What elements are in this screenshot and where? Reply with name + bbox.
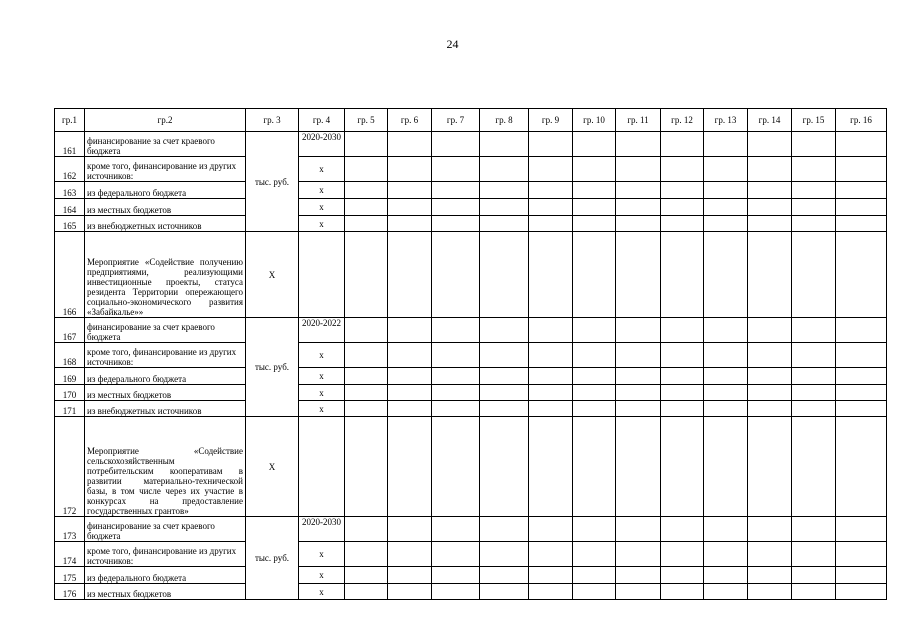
data-cell — [704, 542, 748, 567]
data-cell — [836, 318, 887, 343]
data-cell — [704, 385, 748, 401]
data-cell — [388, 401, 432, 417]
data-cell — [836, 517, 887, 542]
data-cell — [345, 343, 388, 368]
row-number-cell: 164 — [55, 199, 85, 216]
data-cell — [661, 517, 704, 542]
data-cell — [616, 232, 661, 318]
data-cell — [432, 318, 480, 343]
row-number-cell: 176 — [55, 584, 85, 600]
data-cell — [792, 157, 836, 182]
data-cell — [388, 157, 432, 182]
data-cell — [573, 199, 616, 216]
row-number-cell: 166 — [55, 232, 85, 318]
data-cell — [836, 542, 887, 567]
data-cell — [432, 216, 480, 232]
period-cell: х — [299, 567, 345, 584]
data-cell — [792, 385, 836, 401]
period-cell: х — [299, 584, 345, 600]
header-cell: гр. 14 — [748, 109, 792, 132]
data-cell — [704, 232, 748, 318]
data-cell — [704, 182, 748, 199]
row-name-cell: кроме того, финансирование из других источников: — [85, 542, 246, 567]
table-row — [55, 343, 887, 368]
header-cell: гр. 9 — [529, 109, 573, 132]
data-cell — [616, 584, 661, 600]
data-cell — [388, 132, 432, 157]
row-name-cell: кроме того, финансирование из других источников: — [85, 343, 246, 368]
data-cell — [792, 417, 836, 517]
data-cell — [616, 567, 661, 584]
data-cell — [432, 584, 480, 600]
data-cell — [573, 182, 616, 199]
data-cell — [748, 199, 792, 216]
data-cell — [388, 542, 432, 567]
table-body — [55, 132, 887, 600]
data-cell — [704, 157, 748, 182]
data-cell — [432, 182, 480, 199]
table-row — [55, 318, 887, 343]
data-cell — [704, 584, 748, 600]
data-cell — [836, 199, 887, 216]
data-cell — [432, 401, 480, 417]
data-cell — [836, 216, 887, 232]
data-cell — [480, 417, 529, 517]
data-cell — [480, 199, 529, 216]
period-cell: 2020-2030 — [299, 132, 345, 157]
data-cell — [661, 343, 704, 368]
data-cell — [573, 542, 616, 567]
data-cell — [616, 368, 661, 385]
data-cell — [345, 567, 388, 584]
data-cell — [836, 385, 887, 401]
table-row — [55, 542, 887, 567]
data-cell — [480, 216, 529, 232]
header-cell: гр.2 — [85, 109, 246, 132]
header-cell: гр. 8 — [480, 109, 529, 132]
data-cell — [388, 385, 432, 401]
table-row — [55, 517, 887, 542]
data-cell — [345, 232, 388, 318]
period-cell: х — [299, 542, 345, 567]
data-cell — [792, 567, 836, 584]
data-cell — [388, 216, 432, 232]
data-cell — [480, 318, 529, 343]
data-cell — [792, 318, 836, 343]
header-cell: гр. 16 — [836, 109, 887, 132]
data-cell — [704, 368, 748, 385]
data-cell — [529, 199, 573, 216]
header-cell: гр. 5 — [345, 109, 388, 132]
unit-cell: Х — [246, 232, 299, 318]
page-number: 24 — [446, 37, 459, 51]
data-cell — [388, 343, 432, 368]
row-number-cell: 172 — [55, 417, 85, 517]
data-cell — [345, 157, 388, 182]
header-row — [55, 109, 887, 132]
row-name-cell: из местных бюджетов — [85, 584, 246, 600]
data-cell — [529, 216, 573, 232]
header-cell: гр. 7 — [432, 109, 480, 132]
row-number-cell: 169 — [55, 368, 85, 385]
period-cell: х — [299, 157, 345, 182]
row-number-cell: 171 — [55, 401, 85, 417]
data-cell — [573, 157, 616, 182]
table-row — [55, 417, 887, 517]
data-cell — [529, 417, 573, 517]
data-cell — [661, 182, 704, 199]
data-cell — [480, 232, 529, 318]
row-number-cell: 167 — [55, 318, 85, 343]
data-cell — [432, 517, 480, 542]
data-cell — [792, 542, 836, 567]
data-cell — [661, 216, 704, 232]
data-cell — [480, 157, 529, 182]
data-cell — [616, 318, 661, 343]
data-cell — [480, 401, 529, 417]
data-cell — [704, 132, 748, 157]
header-cell: гр. 15 — [792, 109, 836, 132]
table-row — [55, 401, 887, 417]
header-cell: гр. 3 — [246, 109, 299, 132]
data-cell — [836, 584, 887, 600]
row-number-cell: 162 — [55, 157, 85, 182]
unit-cell: тыс. руб. — [246, 318, 299, 417]
data-cell — [616, 157, 661, 182]
data-cell — [432, 157, 480, 182]
data-cell — [388, 368, 432, 385]
data-cell — [704, 401, 748, 417]
row-name-cell: кроме того, финансирование из других источников: — [85, 157, 246, 182]
data-cell — [748, 567, 792, 584]
data-cell — [573, 417, 616, 517]
data-cell — [345, 517, 388, 542]
data-cell — [388, 318, 432, 343]
data-cell — [704, 216, 748, 232]
data-cell — [388, 517, 432, 542]
data-cell — [704, 318, 748, 343]
data-cell — [748, 157, 792, 182]
data-cell — [573, 216, 616, 232]
row-name-cell: из федерального бюджета — [85, 182, 246, 199]
data-cell — [836, 567, 887, 584]
data-cell — [704, 417, 748, 517]
data-cell — [345, 584, 388, 600]
data-cell — [661, 157, 704, 182]
data-cell — [388, 567, 432, 584]
data-cell — [792, 401, 836, 417]
header-cell: гр. 10 — [573, 109, 616, 132]
row-number-cell: 161 — [55, 132, 85, 157]
data-cell — [661, 542, 704, 567]
data-cell — [480, 567, 529, 584]
table-row — [55, 232, 887, 318]
row-number-cell: 165 — [55, 216, 85, 232]
data-cell — [529, 567, 573, 584]
data-cell — [432, 343, 480, 368]
period-cell: х — [299, 199, 345, 216]
period-cell: х — [299, 343, 345, 368]
row-name-cell: из местных бюджетов — [85, 199, 246, 216]
period-cell — [299, 232, 345, 318]
data-cell — [529, 584, 573, 600]
period-cell: х — [299, 401, 345, 417]
data-cell — [480, 584, 529, 600]
data-cell — [748, 385, 792, 401]
table-row — [55, 216, 887, 232]
unit-cell: Х — [246, 417, 299, 517]
data-cell — [792, 182, 836, 199]
row-number-cell: 170 — [55, 385, 85, 401]
data-cell — [836, 368, 887, 385]
data-cell — [792, 343, 836, 368]
row-name-cell: из внебюджетных источников — [85, 401, 246, 417]
row-name-cell: из местных бюджетов — [85, 385, 246, 401]
data-cell — [616, 216, 661, 232]
data-cell — [432, 417, 480, 517]
data-cell — [345, 318, 388, 343]
data-cell — [573, 385, 616, 401]
header-cell: гр. 6 — [388, 109, 432, 132]
data-cell — [388, 182, 432, 199]
data-cell — [661, 199, 704, 216]
unit-cell: тыс. руб. — [246, 132, 299, 232]
data-cell — [573, 318, 616, 343]
data-cell — [529, 157, 573, 182]
data-cell — [792, 199, 836, 216]
data-cell — [836, 132, 887, 157]
data-cell — [573, 584, 616, 600]
data-cell — [616, 132, 661, 157]
table-row — [55, 584, 887, 600]
data-cell — [480, 182, 529, 199]
data-cell — [748, 417, 792, 517]
data-cell — [345, 417, 388, 517]
data-cell — [480, 368, 529, 385]
data-cell — [529, 232, 573, 318]
data-cell — [480, 385, 529, 401]
header-cell: гр.1 — [55, 109, 85, 132]
data-cell — [388, 417, 432, 517]
data-cell — [792, 216, 836, 232]
row-name-cell: Мероприятие «Содействие сельскохозяйственным потребительским кооперативам в развитии материально-технической базы, в том числе через их участие в конкурсах на предоставление государственных грантов» — [85, 417, 246, 517]
data-cell — [661, 318, 704, 343]
data-cell — [388, 199, 432, 216]
table-row — [55, 567, 887, 584]
table-row — [55, 199, 887, 216]
data-cell — [748, 343, 792, 368]
data-cell — [529, 343, 573, 368]
data-cell — [529, 368, 573, 385]
data-cell — [616, 517, 661, 542]
row-name-cell: из федерального бюджета — [85, 567, 246, 584]
financing-table — [54, 108, 887, 600]
data-cell — [661, 132, 704, 157]
row-number-cell: 163 — [55, 182, 85, 199]
data-cell — [345, 132, 388, 157]
row-number-cell: 174 — [55, 542, 85, 567]
data-cell — [748, 318, 792, 343]
data-cell — [792, 368, 836, 385]
data-cell — [661, 385, 704, 401]
data-cell — [616, 199, 661, 216]
table-row — [55, 385, 887, 401]
row-name-cell: из внебюджетных источников — [85, 216, 246, 232]
data-cell — [573, 517, 616, 542]
data-cell — [345, 401, 388, 417]
data-cell — [388, 584, 432, 600]
data-cell — [345, 368, 388, 385]
data-cell — [616, 182, 661, 199]
period-cell: х — [299, 216, 345, 232]
data-cell — [661, 232, 704, 318]
data-cell — [836, 401, 887, 417]
data-cell — [661, 417, 704, 517]
data-cell — [704, 199, 748, 216]
data-cell — [748, 542, 792, 567]
data-cell — [529, 182, 573, 199]
data-cell — [432, 368, 480, 385]
data-cell — [836, 157, 887, 182]
data-cell — [345, 385, 388, 401]
data-cell — [573, 132, 616, 157]
data-cell — [661, 368, 704, 385]
period-cell: х — [299, 368, 345, 385]
data-cell — [616, 343, 661, 368]
data-cell — [792, 584, 836, 600]
data-cell — [573, 343, 616, 368]
data-cell — [661, 567, 704, 584]
data-cell — [616, 417, 661, 517]
data-cell — [529, 385, 573, 401]
data-cell — [836, 182, 887, 199]
data-cell — [792, 232, 836, 318]
data-cell — [529, 542, 573, 567]
data-cell — [529, 401, 573, 417]
data-cell — [792, 132, 836, 157]
data-cell — [748, 216, 792, 232]
data-cell — [704, 343, 748, 368]
header-cell: гр. 12 — [661, 109, 704, 132]
row-name-cell: финансирование за счет краевого бюджета — [85, 132, 246, 157]
data-cell — [573, 401, 616, 417]
data-cell — [836, 417, 887, 517]
data-cell — [388, 232, 432, 318]
data-cell — [432, 199, 480, 216]
data-cell — [573, 368, 616, 385]
data-cell — [432, 132, 480, 157]
table-row — [55, 182, 887, 199]
table-row — [55, 132, 887, 157]
data-cell — [748, 401, 792, 417]
data-cell — [661, 584, 704, 600]
data-cell — [748, 132, 792, 157]
data-cell — [792, 517, 836, 542]
data-cell — [345, 216, 388, 232]
data-cell — [748, 368, 792, 385]
data-cell — [836, 343, 887, 368]
row-name-cell: Мероприятие «Содействие получению предприятиями, реализующими инвестиционные проекты, статуса резидента Территории опережающего социально-экономического развития «Забайкалье»» — [85, 232, 246, 318]
data-cell — [661, 401, 704, 417]
unit-cell: тыс. руб. — [246, 517, 299, 600]
data-cell — [748, 517, 792, 542]
header-cell: гр. 11 — [616, 109, 661, 132]
data-cell — [345, 182, 388, 199]
data-cell — [573, 567, 616, 584]
data-cell — [616, 401, 661, 417]
period-cell — [299, 417, 345, 517]
data-cell — [345, 542, 388, 567]
row-number-cell: 173 — [55, 517, 85, 542]
data-cell — [573, 232, 616, 318]
period-cell: х — [299, 385, 345, 401]
period-cell: 2020-2022 — [299, 318, 345, 343]
row-number-cell: 175 — [55, 567, 85, 584]
data-cell — [432, 542, 480, 567]
row-name-cell: финансирование за счет краевого бюджета — [85, 318, 246, 343]
data-cell — [480, 542, 529, 567]
data-cell — [432, 385, 480, 401]
data-cell — [345, 199, 388, 216]
data-cell — [748, 182, 792, 199]
period-cell: 2020-2030 — [299, 517, 345, 542]
data-cell — [480, 132, 529, 157]
data-cell — [432, 567, 480, 584]
data-cell — [432, 232, 480, 318]
table-row — [55, 368, 887, 385]
header-cell: гр. 4 — [299, 109, 345, 132]
data-cell — [529, 318, 573, 343]
data-cell — [748, 584, 792, 600]
data-cell — [836, 232, 887, 318]
data-cell — [704, 567, 748, 584]
header-cell: гр. 13 — [704, 109, 748, 132]
data-cell — [480, 517, 529, 542]
table-row — [55, 157, 887, 182]
data-cell — [616, 385, 661, 401]
period-cell: х — [299, 182, 345, 199]
data-cell — [748, 232, 792, 318]
data-cell — [616, 542, 661, 567]
row-name-cell: финансирование за счет краевого бюджета — [85, 517, 246, 542]
data-cell — [529, 517, 573, 542]
row-number-cell: 168 — [55, 343, 85, 368]
data-cell — [529, 132, 573, 157]
data-cell — [704, 517, 748, 542]
row-name-cell: из федерального бюджета — [85, 368, 246, 385]
data-cell — [480, 343, 529, 368]
